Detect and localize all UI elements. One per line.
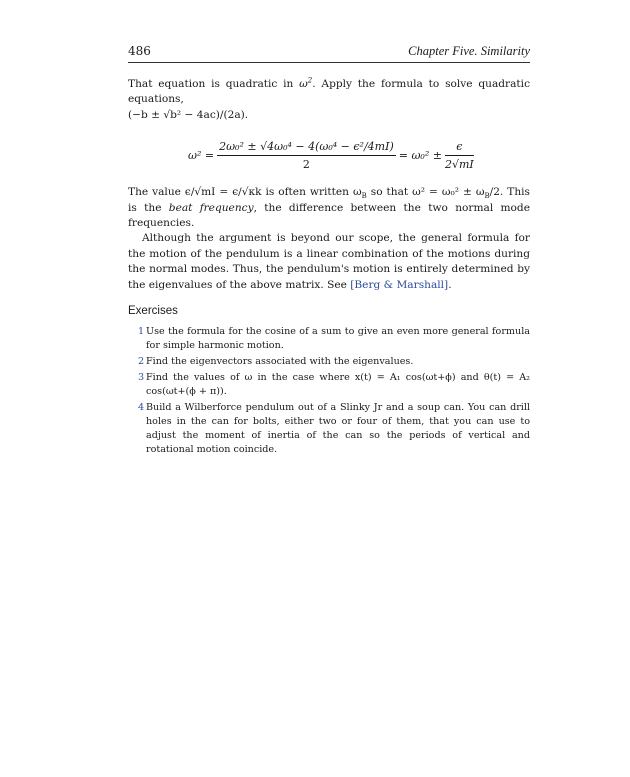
exercise-item: 4 Build a Wilberforce pendulum out of a Slinky Jr and a soup can. You can drill holes in the can for bolts, either two or four of them, that you can use to adjust the moment of inertia of the can so the periods of vertical and rotational motion coincide. [138,402,530,456]
exercise-item: 2 Find the eigenvectors associated with the eigenvalues. [138,356,414,368]
exercise-item: 3 Find the values of ω in the case where x(t) = A₁ cos(ωt+ϕ) and θ(t) = A₂ cos(ωt+(ϕ + π)). [138,372,530,398]
beat-frequency-term: beat frequency [168,201,254,214]
paragraph-beat-frequency: The value ϵ/√mI = ϵ/√κk is often written $\omega_B$ so that $\omega^2 = \omega_0^2 \pm \omega_B/2$. This is the beat frequency, the difference between the two normal mode frequencies. [128,186,530,230]
para1-text-a: That equation is quadratic in [128,78,300,90]
citation-link[interactable]: [Berg & Marshall] [350,278,449,291]
exercises-heading: Exercises [128,305,178,318]
exercise-number[interactable]: 4 [138,402,145,414]
equation-numerator: 2ω₀² ± √4ω₀⁴ − 4(ω₀⁴ − ϵ²/4mI) [219,139,394,153]
chapter-title: Chapter Five. Similarity [408,44,530,58]
exercise-number[interactable]: 3 [138,372,145,384]
page [128,44,530,459]
equation-fraction-2 [445,140,474,171]
exercise-number[interactable]: 1 [138,326,145,338]
exercise-item: 1 Use the formula for the cosine of a sum to give an even more general formula for simple harmonic motion. [138,326,530,352]
page-number: 486 [128,44,151,58]
para1-text-b: . Apply the formula to solve quadratic equations, [128,78,531,106]
display-equation [128,129,530,181]
quadratic-formula: (−b ± √b² − 4ac)/(2a). [128,108,249,121]
exercise-list [128,325,530,457]
equation-fraction-1 [217,140,396,171]
equation-numerator-2: ϵ [456,139,463,153]
equation-lhs: ω² = [188,148,215,162]
running-header [128,44,530,63]
exercise-number[interactable]: 2 [138,356,145,368]
omega-squared: $\omega^2$ [299,76,313,90]
paragraph-quadratic [128,77,530,123]
equation-middle: = ω₀² ± [398,148,442,162]
equation-denominator: 2 [302,157,310,171]
paragraph-general-formula: Although the argument is beyond our scope, the general formula for the motion of the pendulum is a linear combination of the motions during the normal modes. Thus, the pendulum's motion is entirely determined by the eigenvalues of the above matrix. See [Berg & Marshall]. [128,232,530,291]
equation-denominator-2: 2√mI [444,157,474,171]
